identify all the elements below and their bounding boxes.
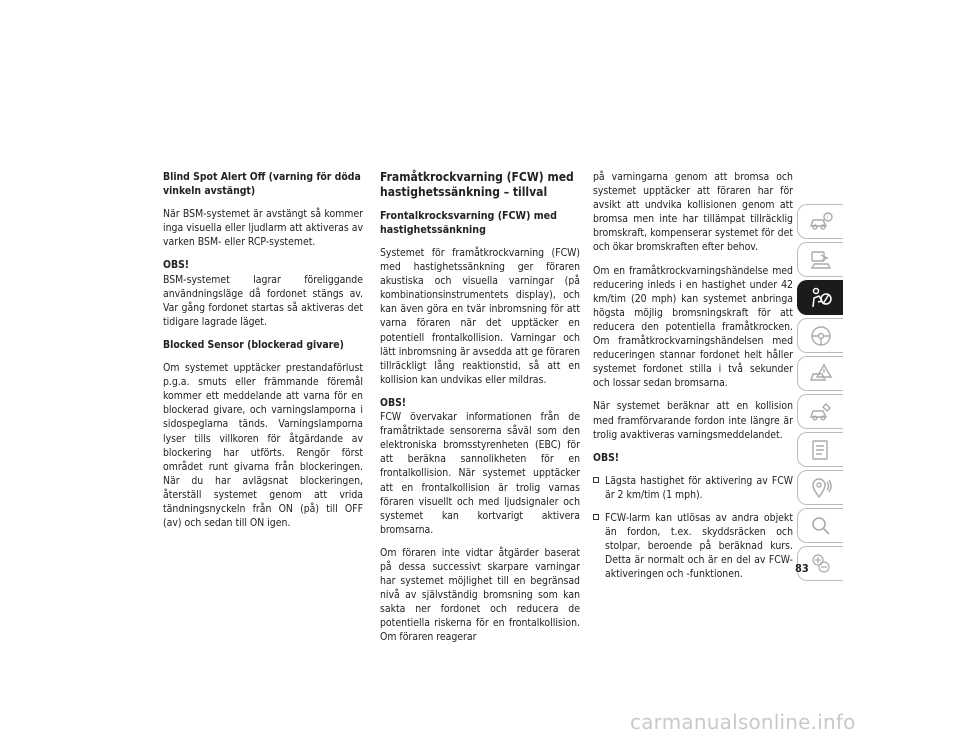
note-text: FCW övervakar informationen från de framåtriktade sensorerna såväl som den elektroniska bromsstyrenheten (EBC) för att beräkna sannolikheten för en frontalkollision. När systemet upptäcker att en frontalkollision är trolig varnas föraren visuellt och med ljudsignaler och systemet kan kortvarigt aktivera bromsarna. xyxy=(380,411,580,536)
tab-safety[interactable] xyxy=(797,280,843,315)
list-item-text: FCW-larm kan utlösas av andra objekt än fordon, t.ex. skyddsräcken och stolpar, beroende på beräknad kurs. Detta är normalt och är en del av FCW-aktiveringen och -funktionen. xyxy=(605,511,793,581)
car-info-icon xyxy=(808,210,834,234)
watermark: carmanualsonline.info xyxy=(630,710,856,734)
heading-bsm-off: Blind Spot Alert Off (varning för döda vinkeln avstängt) xyxy=(163,171,361,198)
tab-dashboard[interactable] xyxy=(797,242,843,277)
note xyxy=(163,258,363,328)
paragraph: Systemet för framåtkrockvarning (FCW) med hastighetssänkning ger föraren akustiska och visuella varningar (på kombinationsinstrumentets display), och kan även göra en tvär inbromsning för att varna föraren när det upptäcker en potentiell frontalkollision. Varningar och lätt inbromsning är avsedda att ge föraren tillräckligt lång reaktionstid, så att en kollision kan undvikas eller mildras. xyxy=(380,247,580,386)
steering-wheel-icon xyxy=(808,324,834,348)
checkbox-bullet-icon xyxy=(593,477,599,483)
tab-emergency[interactable] xyxy=(797,356,843,391)
column-right xyxy=(593,170,793,590)
checkbox-bullet-icon xyxy=(593,514,599,520)
note-label: OBS! xyxy=(593,451,620,464)
note-text: BSM-systemet lagrar föreliggande användningsläge då fordonet stängs av. Var gång fordonet startas så aktiveras det tidigare lagrade läget. xyxy=(163,273,363,328)
heading-fcw: Framåtkrockvarning (FCW) med hastighetssänkning – tillval xyxy=(380,170,574,199)
note xyxy=(380,396,580,537)
paragraph: Om föraren inte vidtar åtgärder baserat på dessa successivt skarpare varningar har systemet möjlighet till en begränsad nivå av självständig bromsning som kan sakta ner fordonet och reducera de potentiella riskerna för en frontalkollision. Om föraren reagerar xyxy=(380,546,580,644)
tab-driving[interactable] xyxy=(797,318,843,353)
heading-blocked-sensor: Blocked Sensor (blockerad givare) xyxy=(163,338,344,351)
chapter-tabs xyxy=(797,204,843,584)
subheading-fcw: Frontalkrocksvarning (FCW) med hastighetssänkning xyxy=(380,210,557,236)
paragraph: Om systemet upptäcker prestandaförlust p.g.a. smuts eller främmande föremål kommer ett meddelande att varna för en blockerad givare, och varningslamporna i sidospeglarna tänds. Varningslamporna lyser tills villkoren för åtgärdande av blockering har utförts. Rengör först området runt givarna från blockeringen. När du har avlägsnat blockeringen, återställ systemet genom att vrida tändningsnyckeln från ON (på) till OFF (av) och sedan till ON igen. xyxy=(163,362,363,530)
airbag-safety-icon xyxy=(808,286,834,310)
note-label: OBS! xyxy=(380,396,407,409)
service-car-icon xyxy=(808,400,834,424)
column-middle xyxy=(380,170,580,654)
tab-specifications[interactable] xyxy=(797,432,843,467)
column-left xyxy=(163,170,363,539)
list-item xyxy=(593,511,793,581)
dashboard-message-icon xyxy=(808,248,834,272)
paragraph: på varningarna genom att bromsa och systemet upptäcker att föraren har för avsikt att undvika kollisionen genom att bromsa men inte har tillämpat tillräcklig bromskraft, kompenserar systemet för det och ökar bromskraften efter behov. xyxy=(593,171,793,254)
svg-text:i: i xyxy=(826,214,828,221)
paragraph: Om en framåtkrockvarningshändelse med reducering inleds i en hastighet under 42 km/tim (20 mph) kan systemet anbringa högsta möjlig bromsningskraft för att reducera den potentiella framåtkrocken. Om framåtkrockvarningshändelsen med reduceringen stannar fordonet helt håller systemet fordonet stilla i två sekunder och lossar sedan bromsarna. xyxy=(593,264,793,390)
list-item xyxy=(593,474,793,502)
tab-service[interactable] xyxy=(797,394,843,429)
paragraph: När systemet beräknar att en kollision med framförvarande fordon inte längre är trolig avaktiveras varningsmeddelandet. xyxy=(593,400,793,441)
languages-icon xyxy=(808,552,834,576)
page-number: 83 xyxy=(795,562,809,575)
maintenance-list-icon xyxy=(808,438,834,462)
tab-index[interactable] xyxy=(797,508,843,543)
paragraph: När BSM-systemet är avstängt så kommer inga visuella eller ljudlarm att aktiveras av varken BSM- eller RCP-systemet. xyxy=(163,208,363,249)
tab-car-info[interactable] xyxy=(797,204,843,239)
search-index-icon xyxy=(808,514,834,538)
gps-multimedia-icon xyxy=(808,476,834,500)
list-item-text: Lägsta hastighet för aktivering av FCW är 2 km/tim (1 mph). xyxy=(605,474,793,501)
warning-car-icon xyxy=(808,362,834,386)
note-label: OBS! xyxy=(163,259,190,272)
tab-multimedia[interactable] xyxy=(797,470,843,505)
